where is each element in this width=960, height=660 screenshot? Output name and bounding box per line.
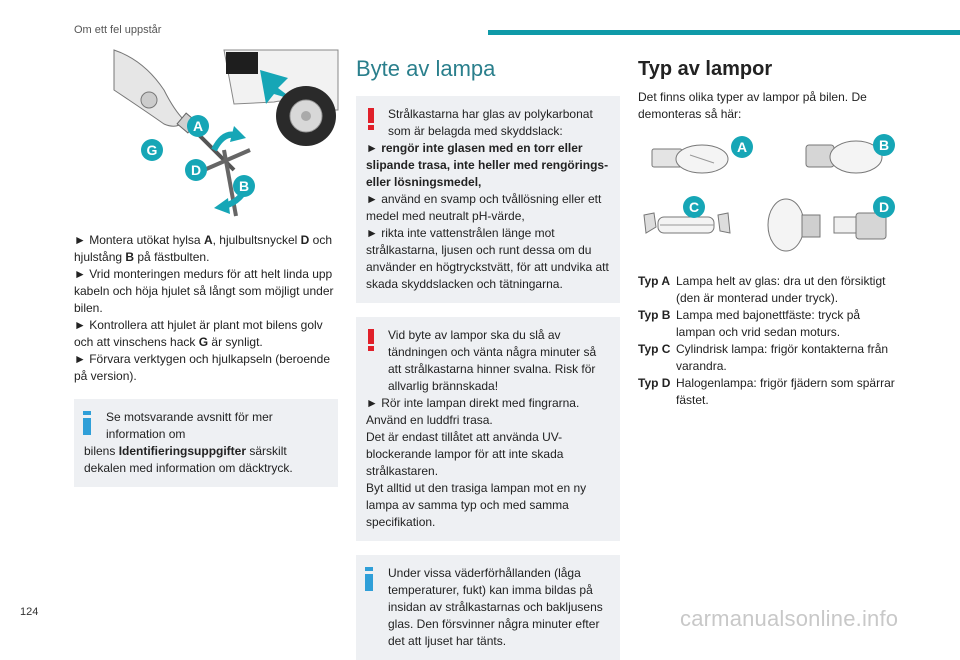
warning-box-2 [356, 317, 620, 541]
label-g: G [146, 142, 158, 158]
section-title-bulb-types: Typ av lampor [638, 58, 773, 80]
procedure-steps [74, 232, 338, 385]
lamp-types-intro: Det finns olika typer av lampor på bilen. De demonteras så här: [638, 90, 867, 121]
lamp-c-illustration [644, 196, 730, 233]
lamp-type-b: Typ B Lampa med bajonettfäste: tryck på lampan och vrid sedan moturs. [638, 308, 861, 339]
lamp-label-b: B [878, 137, 890, 153]
info-icon [80, 411, 94, 435]
header-accent-bar [488, 30, 960, 35]
warning-1-text: Strålkastarna har glas av polykarbonat som är belagda med skyddslack: [388, 107, 593, 138]
step-1: ► Montera utökat hylsa A, hjulbultsnyckel D och hjulstång B på fästbulten. [74, 233, 333, 264]
lamp-label-c: C [688, 199, 700, 215]
info-note-2 [356, 555, 620, 660]
lamp-type-d: Typ D Halogenlampa: frigör fjädern som spärrar fästet. [638, 376, 895, 407]
column-1 [74, 50, 338, 487]
note-2-text: Under vissa väderförhållanden (låga temperaturer, fukt) kan imma bildas på insidan av strålkastarnas och bakljusens glas. Den försvinner några minuter efter det att ljuset har tänts. [388, 566, 603, 648]
lamp-label-d: D [878, 199, 890, 215]
lamp-type-c: Typ C Cylindrisk lampa: frigör kontakterna från varandra. [638, 342, 889, 373]
lamp-type-list [638, 273, 902, 409]
step-4: ► Förvara verktygen och hjulkapseln (beroende på version). [74, 352, 331, 383]
lamp-types-illustration [638, 135, 902, 263]
lamp-label-a: A [736, 139, 748, 155]
lamp-b-illustration [806, 134, 895, 173]
lamp-type-a: Typ A Lampa helt av glas: dra ut den försiktigt (den är monterad under tryck). [638, 274, 886, 305]
warning-1-line: ► använd en svamp och tvållösning eller ett medel med neutralt pH-värde, [366, 192, 602, 223]
warning-box-1 [356, 96, 620, 303]
watermark: carmanualsonline.info [680, 606, 899, 631]
info-note [74, 399, 338, 487]
label-d: D [190, 162, 202, 178]
running-header: Om ett fel uppstår [74, 24, 162, 36]
note-line-2: bilens Identifieringsuppgifter särskilt dekalen med information om däcktryck. [84, 444, 293, 475]
jack-illustration [74, 50, 338, 220]
label-a: A [192, 118, 204, 134]
section-title-bulb-replacement: Byte av lampa [356, 56, 496, 81]
warning-1-bold: ► rengör inte glasen med en torr eller slipande trasa, inte heller med rengörings- eller lösningsmedel, [366, 141, 609, 189]
warning-2-line: Det är endast tillåtet att använda UV-blockerande lampor för att inte skada strålkastaren. [366, 430, 564, 478]
column-3 [638, 52, 902, 409]
step-2: ► Vrid monteringen medurs för att helt linda upp kabeln och höja hjulet så långt som möjligt under bilen. [74, 267, 334, 315]
note-line-1: Se motsvarande avsnitt för mer information om [106, 410, 273, 441]
warning-icon [368, 329, 374, 351]
lamp-a-illustration [652, 136, 753, 173]
warning-2-line: Byt alltid ut den trasiga lampan mot en ny lampa av samma typ och med samma specifikation. [366, 481, 587, 529]
warning-2-line: ► Rör inte lampan direkt med fingrarna. Använd en luddfri trasa. [366, 396, 580, 427]
page-number: 124 [20, 606, 39, 618]
lamp-d-illustration [768, 196, 895, 251]
warning-icon [368, 108, 374, 130]
step-3: ► Kontrollera att hjulet är plant mot bilens golv och att vinschens hack G är synligt. [74, 318, 323, 349]
warning-2-text: Vid byte av lampor ska du slå av tändningen och vänta några minuter så att strålkastarna hinner svalna. Risk för allvarlig brännskada! [388, 328, 597, 393]
warning-1-line: ► rikta inte vattenstrålen länge mot strålkastarna, ljusen och runt dessa om du använder en högtryckstvätt, för att undvika att skada skyddslacken och tätningarna. [366, 226, 609, 291]
info-icon [362, 567, 376, 591]
label-b: B [238, 178, 250, 194]
column-2 [356, 52, 620, 660]
